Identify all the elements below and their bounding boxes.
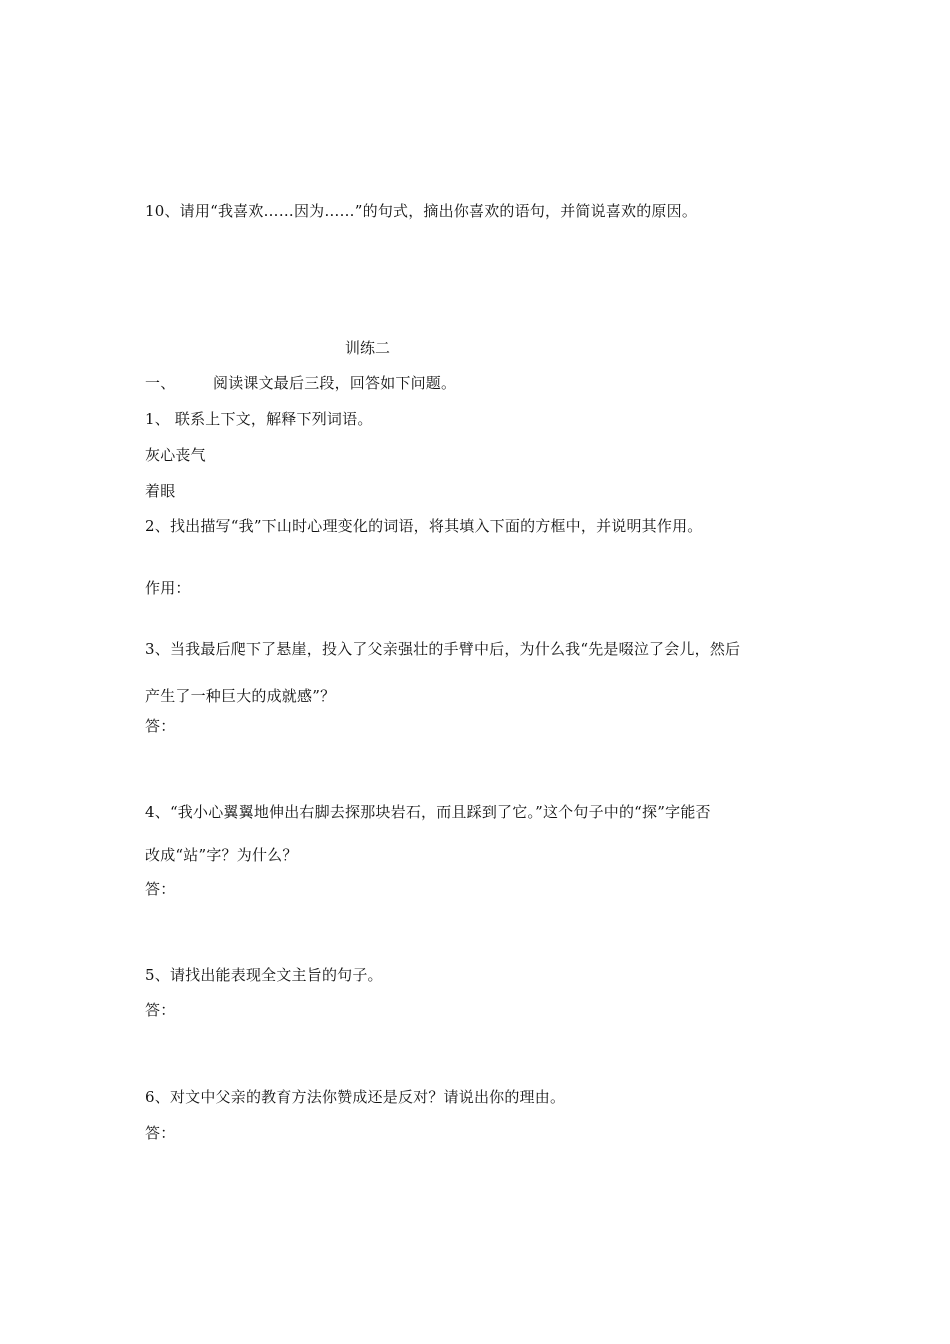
question-2: 2、找出描写“我”下山时心理变化的词语，将其填入下面的方框中，并说明其作用。 bbox=[145, 517, 703, 535]
question-4-line-1: 4、“我小心翼翼地伸出右脚去探那块岩石，而且踩到了它。”这个句子中的“探”字能否 bbox=[145, 803, 711, 821]
question-4-line-2: 改成“站”字？为什么？ bbox=[145, 846, 298, 864]
question-6-answer-label: 答： bbox=[145, 1124, 176, 1142]
question-3-line-1: 3、当我最后爬下了悬崖，投入了父亲强壮的手臂中后，为什么我“先是啜泣了会儿，然后 bbox=[145, 640, 741, 658]
question-6: 6、对文中父亲的教育方法你赞成还是反对？请说出你的理由。 bbox=[145, 1088, 566, 1106]
vocab-word-1: 灰心丧气 bbox=[145, 446, 206, 464]
question-5-answer-label: 答： bbox=[145, 1001, 176, 1019]
question-2-answer-label: 作用： bbox=[145, 579, 191, 597]
question-4-answer-label: 答： bbox=[145, 880, 176, 898]
question-5: 5、请找出能表现全文主旨的句子。 bbox=[145, 966, 383, 984]
question-3-answer-label: 答： bbox=[145, 717, 176, 735]
vocab-word-2: 着眼 bbox=[145, 482, 176, 500]
question-3-line-2: 产生了一种巨大的成就感”？ bbox=[145, 687, 336, 705]
question-10: 10、请用“我喜欢……因为……”的句式，摘出你喜欢的语句，并简说喜欢的原因。 bbox=[145, 202, 698, 220]
question-1: 1、 联系上下文，解释下列词语。 bbox=[145, 410, 373, 428]
part-one-number: 一、 bbox=[145, 374, 176, 392]
part-one-heading bbox=[145, 373, 456, 393]
section-title: 训练二 bbox=[345, 339, 391, 357]
part-one-text: 阅读课文最后三段，回答如下问题。 bbox=[213, 374, 457, 392]
